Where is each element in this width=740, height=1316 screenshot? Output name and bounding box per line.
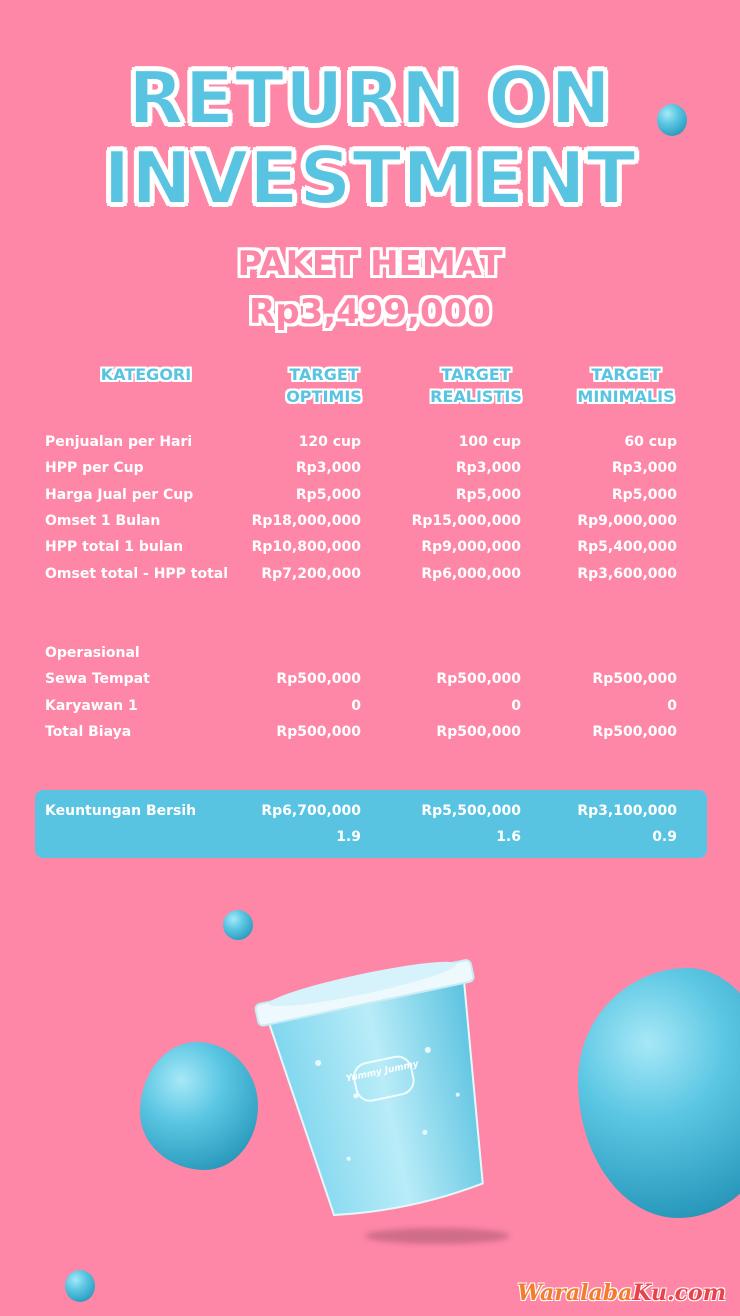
- section-heading-operasional: Operasional: [45, 645, 140, 661]
- cup-brand-text: Yummy Jummy: [345, 1059, 420, 1085]
- title-line-2: INVESTMENT: [103, 136, 637, 220]
- cup-shadow: [365, 1228, 510, 1244]
- drink-cup-image: [237, 918, 528, 1232]
- column-header-realistis: TARGET REALISTIS: [430, 365, 522, 406]
- table-row: Penjualan per Hari 120 cup 100 cup 60 cup: [45, 434, 677, 450]
- table-row: Sewa Tempat Rp500,000 Rp500,000 Rp500,000: [45, 671, 677, 687]
- bubble-decoration: [223, 910, 253, 940]
- table-row: HPP per Cup Rp3,000 Rp3,000 Rp3,000: [45, 460, 677, 476]
- table-row: HPP total 1 bulan Rp10,800,000 Rp9,000,000 Rp5,400,000: [45, 539, 677, 555]
- column-header-minimalis: TARGET MINIMALIS: [577, 365, 675, 406]
- table-row: Harga Jual per Cup Rp5,000 Rp5,000 Rp5,000: [45, 487, 677, 503]
- title-line-1: RETURN ON: [128, 56, 612, 140]
- column-header-optimis: TARGET OPTIMIS: [286, 365, 362, 406]
- bubble-decoration: [578, 968, 740, 1218]
- package-price: Rp3,499,000: [249, 292, 491, 332]
- net-profit-row: Keuntungan Bersih Rp6,700,000 Rp5,500,000 Rp3,100,000: [45, 803, 677, 819]
- table-row: Karyawan 1 0 0 0: [45, 698, 677, 714]
- table-row: Omset 1 Bulan Rp18,000,000 Rp15,000,000 Rp9,000,000: [45, 513, 677, 529]
- column-header-category: KATEGORI: [100, 365, 192, 384]
- package-name: PAKET HEMAT: [237, 244, 503, 284]
- watermark-logo: WaralabaKu.com: [517, 1280, 726, 1306]
- roi-row: 1.9 1.6 0.9: [336, 829, 677, 845]
- bubble-decoration: [65, 1270, 95, 1302]
- table-row: Omset total - HPP total Rp7,200,000 Rp6,000,000 Rp3,600,000: [45, 566, 677, 582]
- package-header: [0, 240, 740, 336]
- table-row: Total Biaya Rp500,000 Rp500,000 Rp500,000: [45, 724, 677, 740]
- bubble-decoration: [140, 1042, 258, 1170]
- page-title: [0, 58, 740, 218]
